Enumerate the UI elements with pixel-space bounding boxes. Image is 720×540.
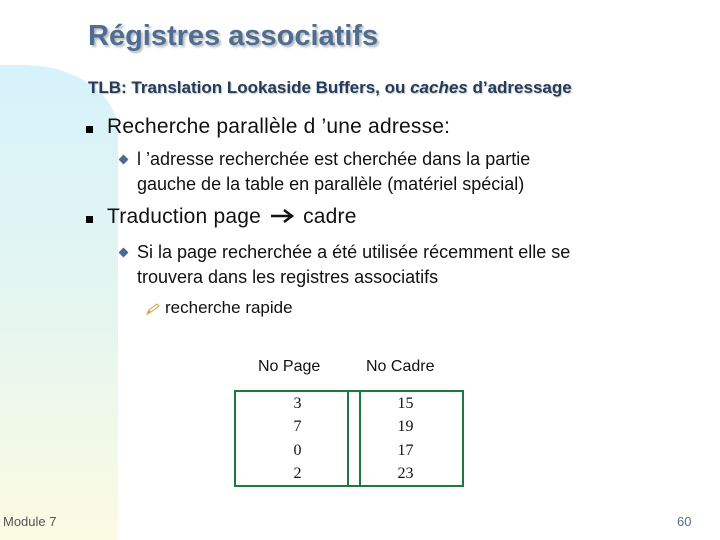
table-column-page xyxy=(234,390,361,487)
right-arrow-icon xyxy=(269,208,295,224)
table-cell: 17 xyxy=(397,441,414,459)
bullet-2-sub-sub-text: recherche rapide xyxy=(165,298,293,317)
table-cell: 23 xyxy=(397,465,414,482)
decorative-side-band xyxy=(0,65,118,540)
footer-page-number: 60 xyxy=(677,514,692,529)
bullet-2-sub-line-1: Si la page recherchée a été utilisée récemment elle se xyxy=(137,242,571,262)
pencil-icon xyxy=(146,303,160,315)
bullet-2-sub-line-2: trouvera dans les registres associatifs xyxy=(137,267,439,287)
table-header-cadre: No Cadre xyxy=(366,358,435,375)
bullet-2-text-after: cadre xyxy=(303,205,357,228)
bullet-2-text xyxy=(107,205,357,229)
table-cell: 19 xyxy=(397,418,414,435)
table-cell: 15 xyxy=(397,394,414,412)
square-bullet-icon xyxy=(86,126,93,133)
footer-module-label: Module 7 xyxy=(3,514,57,529)
table-cell: 3 xyxy=(293,394,302,412)
bullet-1-text: Recherche parallèle d ’une adresse: xyxy=(107,115,451,138)
table-header-page: No Page xyxy=(258,358,321,375)
diamond-bullet-icon xyxy=(119,248,129,258)
slide-subtitle: TLB: Translation Lookaside Buffers, ou caches d’adressage xyxy=(88,78,572,97)
bullet-1-sub-line-1: l ’adresse recherchée est cherchée dans la partie xyxy=(137,149,531,169)
table-cell: 0 xyxy=(293,441,302,459)
table-cell: 7 xyxy=(293,418,302,435)
square-bullet-icon xyxy=(86,216,93,223)
diamond-bullet-icon xyxy=(119,155,129,165)
bullet-1-sub-line-2: gauche de la table en parallèle (matériel spécial) xyxy=(137,174,525,194)
table-cell: 2 xyxy=(293,465,302,482)
table-column-cadre xyxy=(347,390,464,487)
slide-title: Régistres associatifs xyxy=(88,20,379,52)
bullet-2-text-before: Traduction page xyxy=(107,205,261,228)
